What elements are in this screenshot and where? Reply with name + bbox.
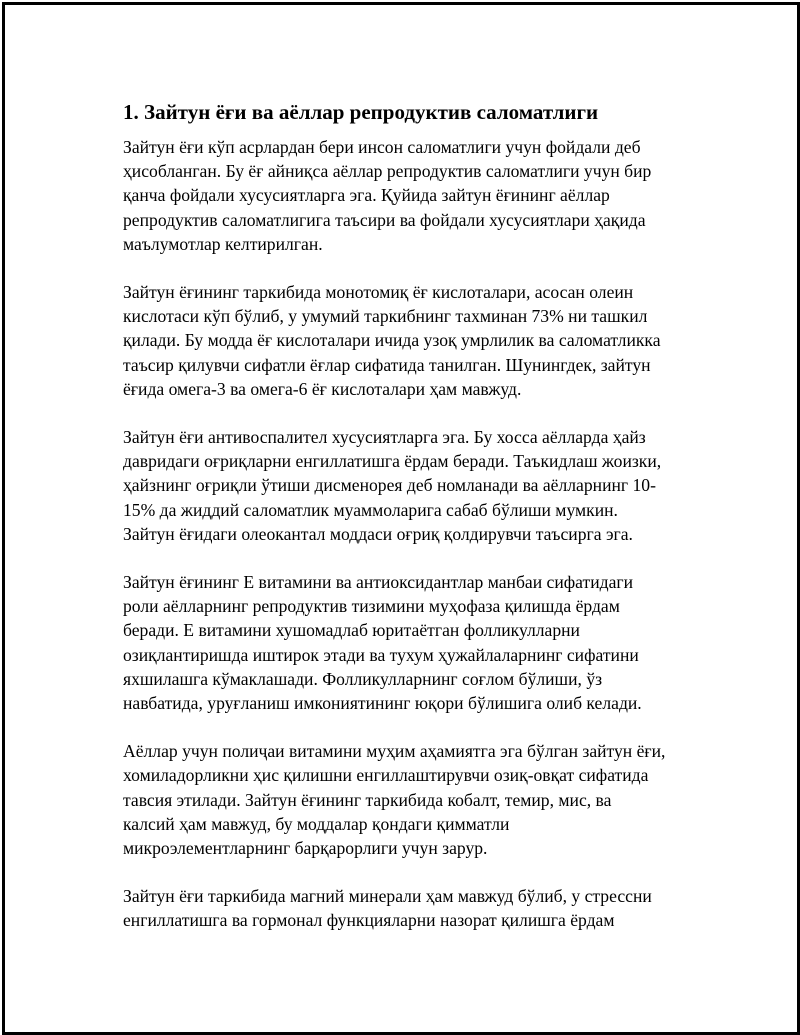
text-line: микроэлементларнинг барқарорлиги учун зарур. bbox=[123, 838, 488, 859]
text-line: репродуктив саломатлигига таъсири ва фойдали хусусиятлари ҳақида bbox=[123, 209, 646, 230]
text-line: Зайтун ёғи таркибида магний минерали ҳам мавжуд бўлиб, у стрессни bbox=[123, 886, 652, 907]
paragraph-1 bbox=[123, 135, 691, 256]
text-line: навбатида, уруғланиш имкониятининг юқори бўлишига олиб келади. bbox=[123, 693, 642, 714]
text-line: кислотаси кўп бўлиб, у умумий таркибнинг тахминан 73% ни ташкил bbox=[123, 306, 648, 327]
text-line: ҳайзнинг оғриқли ўтиши дисменорея деб номланади ва аёлларнинг 10- bbox=[123, 475, 656, 496]
page-frame bbox=[2, 2, 800, 1035]
paragraph-6 bbox=[123, 884, 691, 932]
text-line: таъсир қилувчи сифатли ёғлар сифатида танилган. Шунингдек, зайтун bbox=[123, 354, 651, 375]
paragraph-4 bbox=[123, 570, 691, 715]
document-body bbox=[123, 99, 691, 957]
text-line: калсий ҳам мавжуд, бу моддалар қондаги қимматли bbox=[123, 813, 510, 834]
text-line: яхшилашга кўмаклашади. Фолликулларнинг соғлом бўлиши, ўз bbox=[123, 668, 603, 689]
paragraph-2 bbox=[123, 280, 691, 401]
text-line: хомиладорликни ҳис қилишни енгиллаштирувчи озиқ-овқат сифатида bbox=[123, 765, 649, 786]
text-line: енгиллатишга ва гормонал функцияларни назорат қилишга ёрдам bbox=[123, 910, 615, 931]
paragraph-5 bbox=[123, 739, 691, 860]
text-line: ҳисобланган. Бу ёғ айниқса аёллар репродуктив саломатлиги учун бир bbox=[123, 161, 652, 182]
text-line: озиқлантиришда иштирок этади ва тухум ҳужайлаларнинг сифатини bbox=[123, 644, 639, 665]
text-line: Зайтун ёғи кўп асрлардан бери инсон саломатлиги учун фойдали деб bbox=[123, 137, 641, 157]
text-line: 15% да жиддий саломатлик муаммоларига сабаб бўлиши мумкин. bbox=[123, 499, 618, 520]
text-line: тавсия этилади. Зайтун ёғининг таркибида кобалт, темир, мис, ва bbox=[123, 789, 612, 810]
text-line: роли аёлларнинг репродуктив тизимини муҳофаза қилишда ёрдам bbox=[123, 596, 620, 617]
text-line: ёғида омега-3 ва омега-6 ёғ кислоталари ҳам мавжуд. bbox=[123, 378, 522, 399]
paragraph-3 bbox=[123, 425, 691, 546]
text-line: қилади. Бу модда ёғ кислоталари ичида узоқ умрлилик ва саломатликка bbox=[123, 330, 661, 351]
text-line: беради. Е витамини хушомадлаб юритаётган фолликулларни bbox=[123, 620, 580, 641]
section-heading: 1. Зайтун ёғи ва аёллар репродуктив саломатлиги bbox=[123, 100, 599, 124]
text-line: Зайтун ёғидаги олеокантал моддаси оғриқ қолдирувчи таъсирга эга. bbox=[123, 523, 633, 544]
text-line: Аёллар учун полиҷаи витамини муҳим аҳамиятга эга бўлган зайтун ёғи, bbox=[123, 741, 666, 762]
text-line: давридаги оғриқларни енгиллатишга ёрдам беради. Таъкидлаш жоизки, bbox=[123, 451, 662, 472]
text-line: қанча фойдали хусусиятларга эга. Қуйида зайтун ёғининг аёллар bbox=[123, 185, 610, 206]
text-line: Зайтун ёғининг таркибида монотомиқ ёғ кислоталари, асосан олеин bbox=[123, 282, 634, 303]
text-line: маълумотлар келтирилган. bbox=[123, 233, 323, 254]
text-line: Зайтун ёғининг Е витамини ва антиоксидантлар манбаи сифатидаги bbox=[123, 572, 634, 593]
text-line: Зайтун ёғи антивоспалител хусусиятларга эга. Бу хосса аёлларда ҳайз bbox=[123, 427, 646, 448]
